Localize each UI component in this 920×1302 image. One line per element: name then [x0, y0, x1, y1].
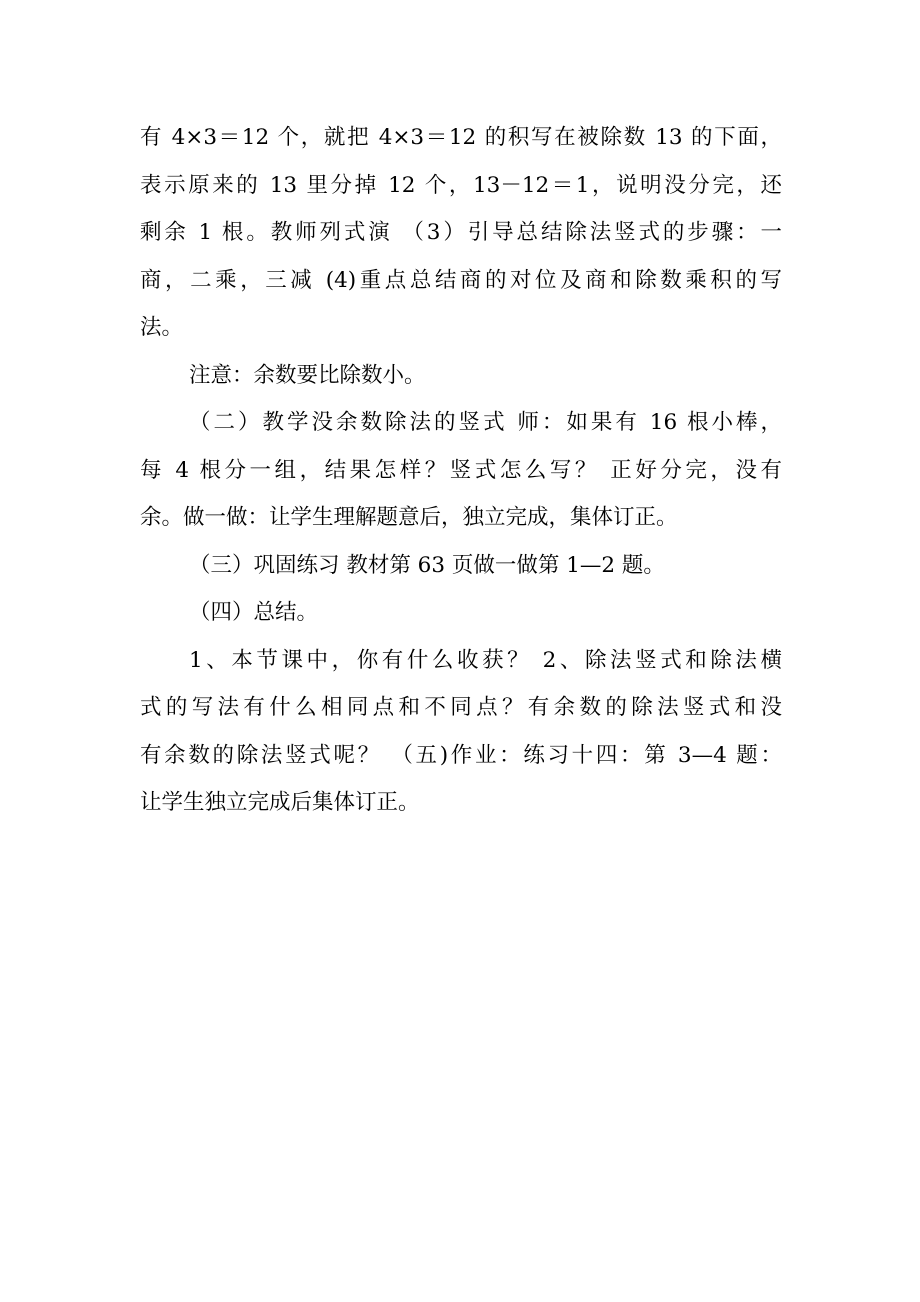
text-line: 每 4 根分一组，结果怎样？竖式怎么写？ 正好分完，没有: [140, 457, 782, 483]
paragraph-division-steps: [140, 114, 782, 352]
text-line: 让学生独立完成后集体订正。: [140, 790, 420, 815]
text-line: 式的写法有什么相同点和不同点？有余数的除法竖式和没: [140, 695, 782, 720]
text-line: （三）巩固练习 教材第 63 页做一做第 1—2 题。: [189, 552, 665, 578]
text-line: 有 4×3＝12 个，就把 4×3＝12 的积写在被除数 13 的下面，: [140, 125, 782, 150]
document-body: [140, 114, 782, 827]
paragraph-summary-heading: [140, 589, 782, 637]
paragraph-summary-questions: [140, 637, 782, 827]
text-line: 法。: [140, 315, 184, 340]
text-line: （二）教学没余数除法的竖式 师：如果有 16 根小棒，: [189, 410, 782, 435]
text-line: 商，二乘，三减 (4)重点总结商的对位及商和除数乘积的写: [140, 267, 782, 293]
text-line: 有余数的除法竖式呢？ （五)作业：练习十四：第 3—4 题：: [140, 742, 782, 768]
text-line: 1、本节课中，你有什么收获？ 2、除法竖式和除法横: [189, 647, 782, 673]
paragraph-note: [140, 352, 782, 400]
paragraph-no-remainder: [140, 399, 782, 542]
text-line: 余。做一做：让学生理解题意后，独立完成，集体订正。: [140, 505, 678, 530]
text-line: 注意：余数要比除数小。: [189, 362, 426, 388]
text-line: （四）总结。: [189, 600, 319, 625]
text-line: 表示原来的 13 里分掉 12 个，13－12＝1，说明没分完，还: [140, 172, 782, 198]
text-line: 剩余 1 根。教师列式演 （3）引导总结除法竖式的步骤：一: [140, 220, 782, 245]
paragraph-practice: [140, 542, 782, 590]
